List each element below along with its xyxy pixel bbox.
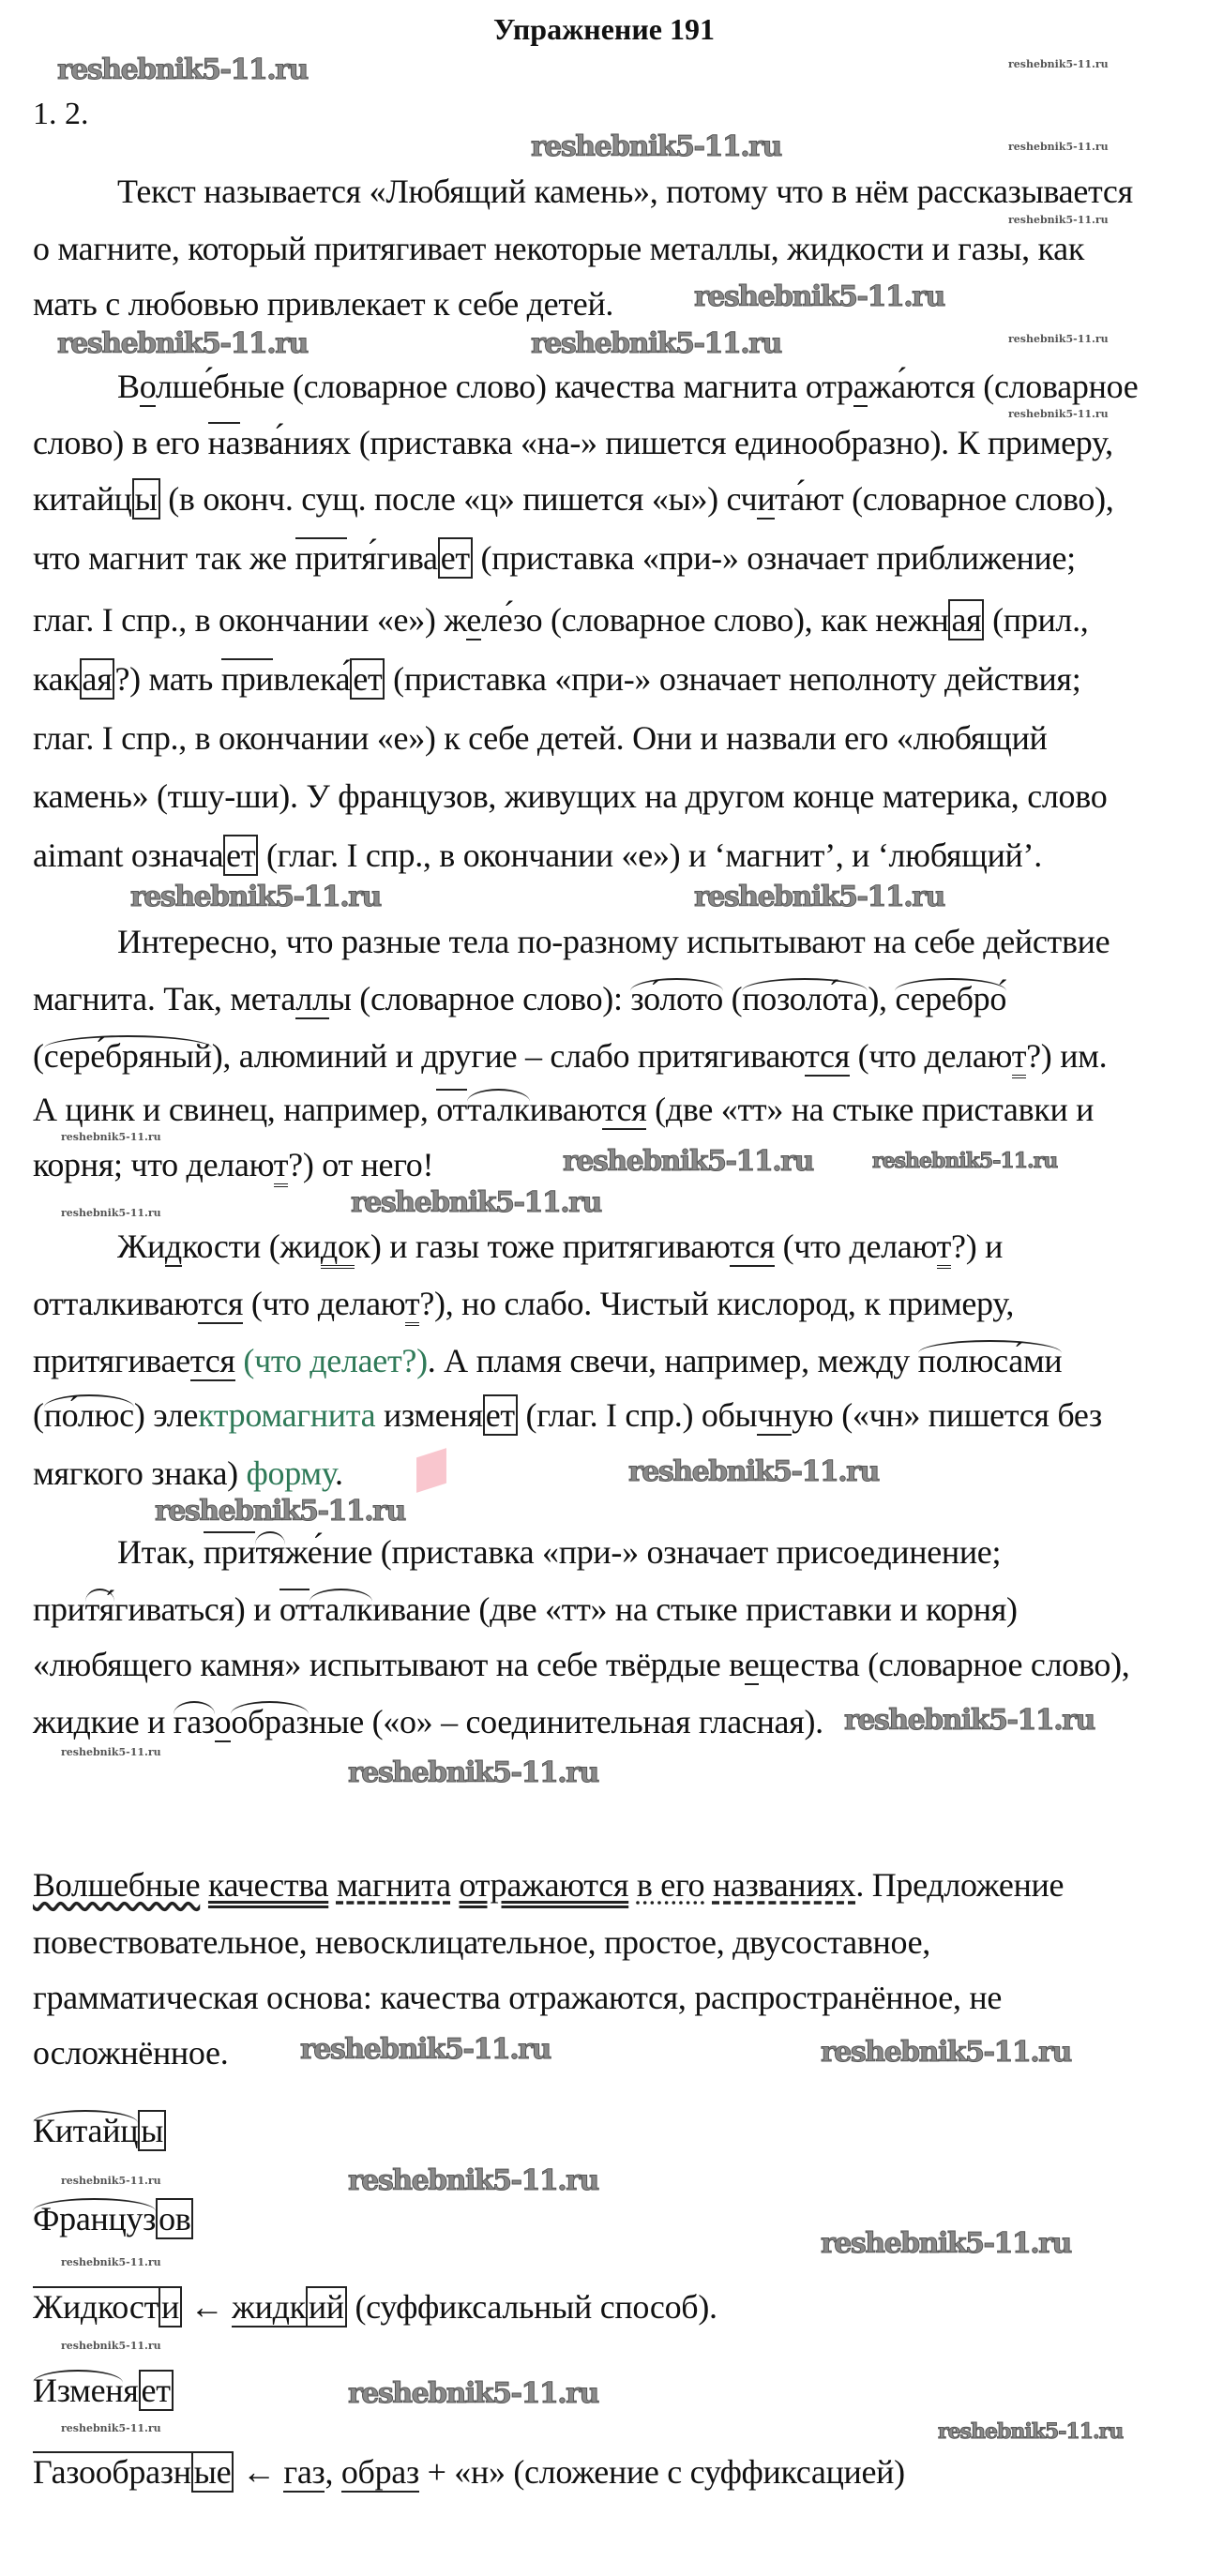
pink-mark bbox=[416, 1448, 446, 1493]
text-fragment: при bbox=[33, 1590, 85, 1628]
text-fragment bbox=[328, 1866, 337, 1904]
ending-box: ы bbox=[132, 478, 160, 520]
watermark: reshebnik5-11.ru bbox=[61, 2340, 161, 2352]
text-fragment: магнита. Так, мета bbox=[33, 980, 296, 1017]
ending-box: ет bbox=[350, 658, 385, 700]
text-fragment: ивание (две «тт» на стыке приставки и корня) bbox=[372, 1590, 1018, 1628]
text-fragment: (что делаю bbox=[774, 1228, 937, 1265]
marked-fragment: лл bbox=[295, 980, 329, 1017]
watermark: reshebnik5-11.ru bbox=[531, 130, 781, 163]
text-fragment: я bbox=[123, 2372, 139, 2409]
watermark: reshebnik5-11.ru bbox=[872, 1149, 1058, 1173]
text-fragment: зва́ниях (приставка «на-» пишется единообразно). К примеру, bbox=[240, 424, 1113, 461]
watermark: reshebnik5-11.ru bbox=[1008, 333, 1109, 345]
ending-box: ет bbox=[438, 537, 473, 579]
text-line bbox=[33, 1979, 1002, 2016]
marked-fragment: при bbox=[294, 539, 348, 577]
watermark: reshebnik5-11.ru bbox=[348, 2377, 598, 2410]
marked-fragment: Волшебные bbox=[33, 1866, 201, 1904]
marked-fragment: отражаются bbox=[459, 1866, 629, 1904]
text-fragment: (в оконч. сущ. после «ц» пишется «ы») сч bbox=[159, 480, 758, 518]
text-fragment: ую («чн» пишется без bbox=[792, 1396, 1102, 1434]
text-fragment: корня; что делаю bbox=[33, 1146, 274, 1183]
text-fragment: ?) им. bbox=[1026, 1037, 1108, 1075]
text-fragment: Жи bbox=[117, 1228, 165, 1265]
watermark: reshebnik5-11.ru bbox=[348, 2164, 598, 2197]
text-fragment: тя́гива bbox=[347, 539, 438, 577]
marked-fragment: т bbox=[937, 1228, 951, 1269]
text-fragment: жидкие и bbox=[33, 1703, 174, 1740]
text-fragment: китайц bbox=[33, 480, 132, 518]
marked-fragment: зо́лото bbox=[630, 980, 723, 1017]
watermark: reshebnik5-11.ru bbox=[351, 1186, 601, 1219]
watermark: reshebnik5-11.ru bbox=[348, 1756, 598, 1789]
marked-fragment: названиях bbox=[712, 1866, 856, 1904]
arrow-icon: ← bbox=[181, 2288, 233, 2326]
ending-box: ет bbox=[139, 2370, 174, 2411]
watermark: reshebnik5-11.ru bbox=[694, 280, 944, 313]
text-fragment: ы (словарное слово): bbox=[328, 980, 631, 1017]
marked-fragment: Француз bbox=[33, 2200, 157, 2237]
text-fragment: (прил., bbox=[984, 601, 1089, 639]
text-fragment: , bbox=[325, 2453, 341, 2491]
ending-box: ые bbox=[191, 2451, 234, 2493]
text-line bbox=[33, 2200, 193, 2237]
text-fragment: ле́зо (словарное слово), как нежн bbox=[481, 601, 949, 639]
marked-fragment: т bbox=[405, 1285, 419, 1326]
watermark: reshebnik5-11.ru bbox=[1008, 408, 1109, 420]
text-fragment: влека́ bbox=[273, 660, 351, 698]
marked-fragment: о bbox=[139, 368, 156, 405]
watermark: reshebnik5-11.ru bbox=[57, 327, 308, 360]
marked-fragment: до bbox=[321, 1228, 355, 1269]
text-line bbox=[117, 923, 1110, 960]
exercise-title: Упражнение 191 bbox=[492, 12, 715, 46]
text-fragment: Итак, bbox=[117, 1533, 204, 1571]
text-line bbox=[33, 2288, 717, 2326]
text-line bbox=[33, 480, 1114, 518]
text-fragment: (суффиксальный способ). bbox=[346, 2288, 717, 2326]
watermark: reshebnik5-11.ru bbox=[57, 53, 308, 86]
ending-box: и bbox=[159, 2286, 182, 2327]
marked-fragment: образ bbox=[340, 2453, 419, 2491]
marked-fragment: позоло́та bbox=[742, 980, 868, 1017]
text-line bbox=[33, 424, 1113, 461]
marked-fragment: о bbox=[214, 1703, 232, 1740]
text-line bbox=[33, 2034, 228, 2071]
marked-fragment: е bbox=[744, 1646, 760, 1683]
text-fragment bbox=[200, 1866, 208, 1904]
text-line bbox=[33, 539, 1076, 577]
marked-fragment: от bbox=[279, 1590, 310, 1628]
marked-fragment: сере́бряный bbox=[43, 1037, 212, 1075]
watermark: reshebnik5-11.ru bbox=[130, 881, 381, 913]
marked-fragment: газ bbox=[173, 1703, 215, 1740]
text-fragment: лше́бные (словарное слово) качества магнита отр bbox=[155, 368, 853, 405]
watermark: reshebnik5-11.ru bbox=[1008, 58, 1109, 70]
watermark: reshebnik5-11.ru bbox=[821, 2036, 1071, 2069]
text-fragment: гиваться) и bbox=[113, 1590, 279, 1628]
text-line bbox=[33, 1923, 930, 1961]
text-line bbox=[33, 1866, 1064, 1904]
text-line bbox=[33, 1342, 1062, 1379]
text-line bbox=[33, 1037, 1107, 1075]
watermark: reshebnik5-11.ru bbox=[61, 2422, 161, 2434]
ending-box: ет bbox=[483, 1394, 518, 1436]
text-fragment: мать с любовью привлекает к себе детей. bbox=[33, 285, 614, 323]
text-fragment: та́ют (словарное слово), bbox=[775, 480, 1114, 518]
marked-fragment: жидк bbox=[232, 2288, 306, 2326]
text-fragment: . А пламя свечи, например, между bbox=[427, 1342, 918, 1379]
watermark: reshebnik5-11.ru bbox=[61, 1207, 161, 1219]
text-fragment: + «н» (сложение с суффиксацией) bbox=[418, 2453, 905, 2491]
marked-fragment: Газообразн bbox=[33, 2453, 191, 2491]
watermark: reshebnik5-11.ru bbox=[938, 2419, 1124, 2444]
text-fragment: иваю bbox=[529, 1091, 602, 1128]
marked-fragment: тя́ bbox=[84, 1590, 114, 1628]
text-fragment: ), bbox=[868, 980, 896, 1017]
marked-fragment: в его bbox=[636, 1866, 705, 1904]
text-line bbox=[33, 2112, 166, 2149]
marked-fragment: Измен bbox=[33, 2372, 124, 2409]
text-line bbox=[117, 1533, 1001, 1571]
marked-fragment: газ bbox=[283, 2453, 325, 2491]
text-fragment: ) эле bbox=[133, 1396, 199, 1434]
marked-fragment: талк bbox=[466, 1091, 530, 1128]
text-fragment: Текст называется «Любящий камень», потому что в нём рассказывается bbox=[117, 173, 1133, 210]
text-fragment: (приставка «при-» означает приближение; bbox=[472, 539, 1076, 577]
marked-fragment: чн bbox=[757, 1396, 793, 1434]
marked-fragment: при bbox=[203, 1533, 256, 1571]
text-fragment: отталкиваю bbox=[33, 1285, 199, 1322]
marked-fragment: (что делает?) bbox=[234, 1342, 428, 1379]
text-fragment: ?), но слабо. Чистый кислород, к примеру, bbox=[419, 1285, 1015, 1322]
text-line bbox=[117, 368, 1138, 405]
text-line bbox=[33, 1396, 1102, 1434]
text-fragment: жа́ются (словарное bbox=[868, 368, 1139, 405]
text-fragment: глаг. I спр., в окончании «е») ж bbox=[33, 601, 467, 639]
watermark: reshebnik5-11.ru bbox=[531, 327, 781, 360]
text-line bbox=[33, 1285, 1014, 1322]
watermark: reshebnik5-11.ru bbox=[155, 1495, 405, 1528]
text-fragment: ( bbox=[722, 980, 743, 1017]
text-line bbox=[33, 1091, 1094, 1128]
ending-box: ая bbox=[948, 599, 984, 640]
watermark: reshebnik5-11.ru bbox=[628, 1455, 879, 1488]
marked-fragment: ктромагнита bbox=[198, 1396, 376, 1434]
marked-fragment: полюса́ми bbox=[917, 1342, 1063, 1379]
marked-fragment: форму bbox=[246, 1454, 335, 1492]
marked-fragment: д bbox=[164, 1228, 182, 1265]
text-fragment bbox=[451, 1866, 460, 1904]
text-fragment: камень» (тшу-ши). У французов, живущих на другом конце материка, слово bbox=[33, 777, 1108, 815]
watermark: reshebnik5-11.ru bbox=[1008, 141, 1109, 153]
marked-fragment: Жидкост bbox=[33, 2288, 159, 2326]
text-fragment: кости (жи bbox=[181, 1228, 321, 1265]
text-line bbox=[33, 1590, 1018, 1628]
text-fragment: . bbox=[334, 1454, 343, 1492]
marked-fragment: тся bbox=[189, 1342, 235, 1379]
text-fragment: о магните, который притягивает некоторые металлы, жидкости и газы, как bbox=[33, 230, 1085, 267]
text-fragment: же́ние (приставка «при-» означает присоединение; bbox=[284, 1533, 1002, 1571]
text-fragment: притягивае bbox=[33, 1342, 190, 1379]
watermark: reshebnik5-11.ru bbox=[694, 881, 944, 913]
marked-fragment: по́люс bbox=[43, 1396, 134, 1434]
arrow-icon: ← bbox=[234, 2453, 284, 2491]
marked-fragment: серебро́ bbox=[895, 980, 1007, 1017]
marked-fragment: тся bbox=[805, 1037, 850, 1075]
ending-box: ов bbox=[156, 2198, 193, 2239]
text-fragment: к) и газы тоже притягиваю bbox=[354, 1228, 731, 1265]
text-line bbox=[33, 1454, 343, 1492]
text-line bbox=[33, 1146, 433, 1183]
text-fragment: ные («о» – соединительная гласная). bbox=[309, 1703, 823, 1740]
text-fragment: осложнённое. bbox=[33, 2034, 229, 2071]
marked-fragment: магнита bbox=[336, 1866, 451, 1904]
marked-fragment: талк bbox=[310, 1590, 373, 1628]
text-fragment: (приставка «при-» означает неполноту действия; bbox=[385, 660, 1081, 698]
watermark: reshebnik5-11.ru bbox=[821, 2227, 1071, 2260]
text-fragment: щества (словарное слово), bbox=[759, 1646, 1130, 1683]
ending-box: ет bbox=[223, 835, 258, 876]
text-fragment: ?) от него! bbox=[288, 1146, 434, 1183]
text-fragment: В bbox=[117, 368, 140, 405]
text-line bbox=[117, 173, 1133, 210]
marked-fragment: и bbox=[757, 480, 776, 518]
watermark: reshebnik5-11.ru bbox=[61, 1131, 161, 1143]
text-fragment: слово) в его bbox=[33, 424, 208, 461]
text-fragment: Интересно, что разные тела по-разному испытывают на себе действие bbox=[117, 923, 1110, 960]
text-fragment: ?) мать bbox=[114, 660, 221, 698]
watermark: reshebnik5-11.ru bbox=[61, 1746, 161, 1758]
text-line bbox=[33, 1703, 823, 1740]
marked-fragment: качества bbox=[207, 1866, 329, 1904]
marked-fragment: т bbox=[1012, 1037, 1026, 1078]
text-fragment: ( bbox=[33, 1396, 44, 1434]
text-fragment: грамматическая основа: качества отражаются, распространённое, не bbox=[33, 1979, 1003, 2016]
ending-box: ая bbox=[80, 658, 115, 700]
text-fragment: (глаг. I спр.) обы bbox=[517, 1396, 758, 1434]
watermark: reshebnik5-11.ru bbox=[844, 1704, 1095, 1737]
marked-fragment: образ bbox=[231, 1703, 310, 1740]
text-line bbox=[117, 1228, 1003, 1265]
text-line bbox=[33, 285, 613, 323]
text-fragment bbox=[704, 1866, 713, 1904]
text-line bbox=[33, 777, 1107, 815]
text-fragment: глаг. I спр., в окончании «е») к себе детей. Они и назвали его «любящий bbox=[33, 719, 1048, 757]
text-fragment: . Предложение bbox=[855, 1866, 1065, 1904]
text-fragment bbox=[628, 1866, 637, 1904]
marked-fragment: тся bbox=[730, 1228, 775, 1265]
task-number: 1. 2. bbox=[33, 97, 89, 131]
text-fragment: ), алюминий и другие – слабо притягиваю bbox=[211, 1037, 806, 1075]
watermark: reshebnik5-11.ru bbox=[563, 1145, 813, 1178]
text-line bbox=[33, 1646, 1130, 1683]
text-line bbox=[33, 719, 1048, 757]
text-fragment: (что делаю bbox=[849, 1037, 1012, 1075]
ending-box: ий bbox=[306, 2286, 347, 2327]
marked-fragment: т bbox=[274, 1146, 288, 1187]
marked-fragment: а bbox=[853, 368, 868, 405]
text-fragment: (глаг. I спр., в окончании «е») и ‘магнит’, и ‘любящий’. bbox=[258, 836, 1042, 874]
marked-fragment: на bbox=[207, 424, 241, 461]
text-fragment: ?) и bbox=[951, 1228, 1004, 1265]
text-fragment: ( bbox=[33, 1037, 44, 1075]
watermark: reshebnik5-11.ru bbox=[300, 2033, 551, 2066]
watermark: reshebnik5-11.ru bbox=[61, 2175, 161, 2187]
text-fragment: «любящего камня» испытывают на себе твёрдые в bbox=[33, 1646, 745, 1683]
marked-fragment: е bbox=[466, 601, 482, 639]
text-line bbox=[33, 2372, 174, 2409]
marked-fragment: тся bbox=[198, 1285, 244, 1322]
text-fragment: мягкого знака) bbox=[33, 1454, 247, 1492]
text-line bbox=[33, 660, 1080, 698]
text-line bbox=[33, 601, 1089, 639]
marked-fragment: Китайц bbox=[33, 2112, 139, 2149]
marked-fragment: тся bbox=[601, 1091, 647, 1128]
watermark: reshebnik5-11.ru bbox=[1008, 214, 1109, 226]
text-fragment: (две «тт» на стыке приставки и bbox=[646, 1091, 1095, 1128]
text-line bbox=[33, 230, 1084, 267]
text-line bbox=[33, 836, 1042, 874]
text-fragment: А цинк и свинец, например, bbox=[33, 1091, 437, 1128]
text-fragment: повествовательное, невосклицательное, простое, двусоставное, bbox=[33, 1923, 931, 1961]
marked-fragment: при bbox=[220, 660, 274, 698]
text-fragment: изменя bbox=[375, 1396, 483, 1434]
text-line bbox=[33, 980, 1006, 1017]
marked-fragment: тя bbox=[255, 1533, 285, 1571]
text-fragment: (что делаю bbox=[243, 1285, 405, 1322]
watermark: reshebnik5-11.ru bbox=[61, 2256, 161, 2268]
text-fragment: как bbox=[33, 660, 80, 698]
marked-fragment: от bbox=[436, 1091, 467, 1128]
ending-box: ы bbox=[138, 2110, 166, 2151]
text-fragment: aimant означа bbox=[33, 836, 224, 874]
text-line bbox=[33, 2453, 905, 2491]
text-fragment: что магнит так же bbox=[33, 539, 295, 577]
